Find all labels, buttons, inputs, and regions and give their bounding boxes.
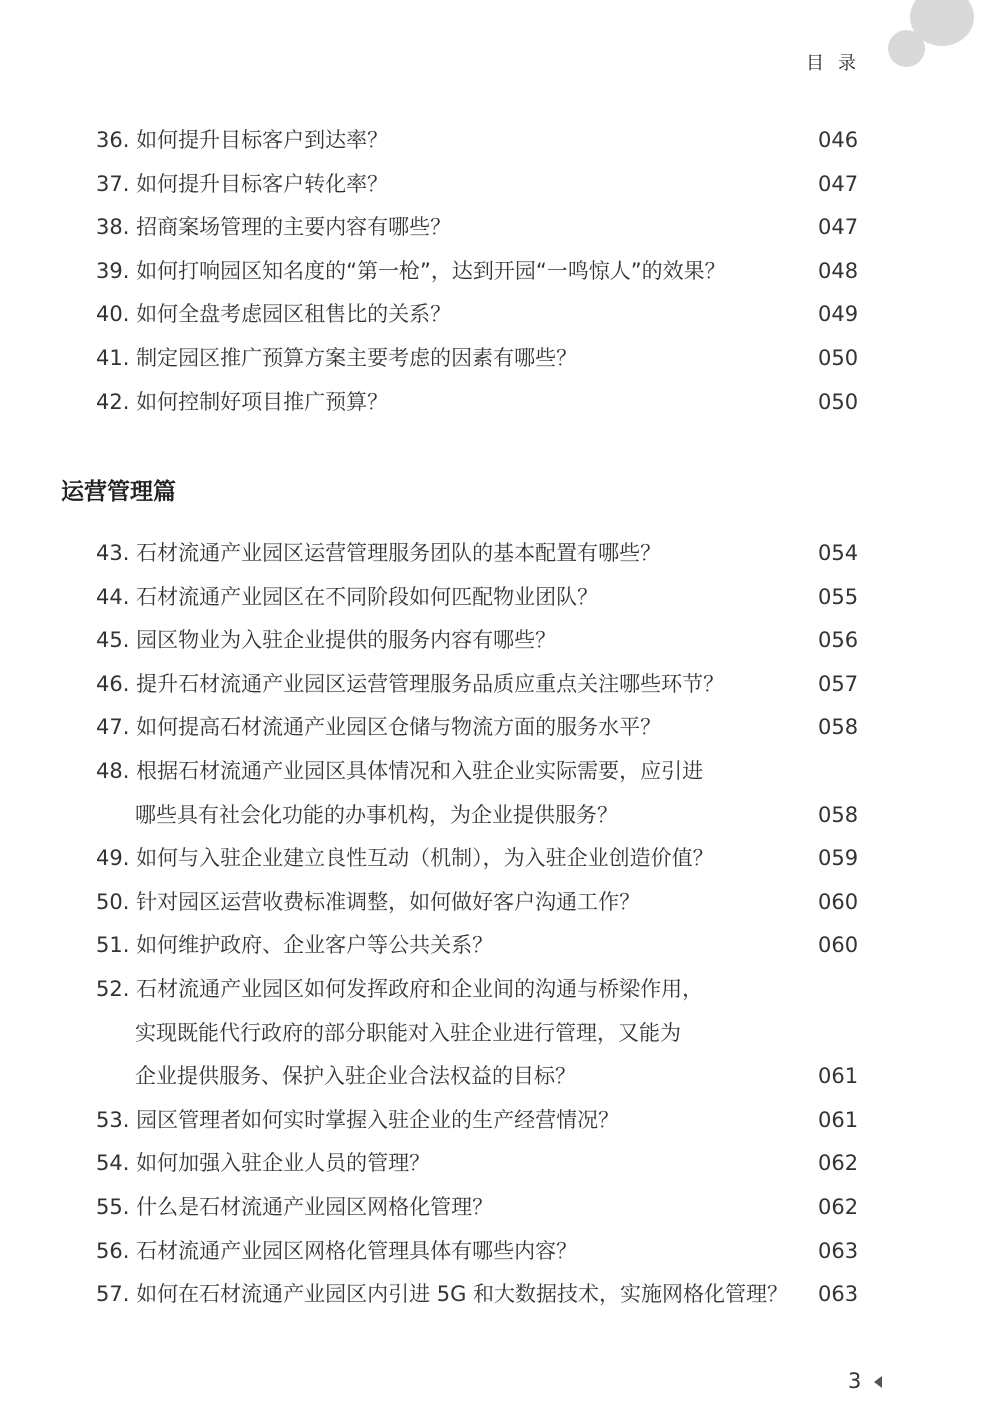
toc-entry[interactable] — [0, 837, 986, 881]
toc-entry-page: 058 — [818, 715, 859, 740]
toc-entry-title — [96, 163, 816, 207]
toc-entry-title — [96, 837, 816, 881]
toc-entry-page: 049 — [818, 302, 859, 327]
toc-entry-page: 047 — [818, 171, 859, 196]
toc-entry-page: 061 — [818, 1107, 859, 1132]
toc-entry-page: 055 — [818, 584, 859, 609]
toc-entry-line: 45. 园区物业为入驻企业提供的服务内容有哪些？ — [96, 628, 557, 653]
toc-entry-line: 41. 制定园区推广预算方案主要考虑的因素有哪些？ — [96, 345, 578, 370]
toc-entry-line: 55. 什么是石材流通产业园区网格化管理？ — [96, 1194, 494, 1219]
toc-list-marketing — [0, 119, 986, 424]
toc-entry-page: 062 — [818, 1151, 859, 1176]
toc-entry[interactable] — [0, 250, 986, 294]
toc-entry-page: 046 — [818, 128, 859, 152]
toc-entry[interactable] — [0, 337, 986, 381]
toc-entry-line: 47. 如何提高石材流通产业园区仓储与物流方面的服务水平？ — [96, 715, 662, 740]
toc-entry-page: 060 — [818, 933, 859, 958]
toc-entry-title — [96, 206, 816, 250]
toc-entry[interactable] — [0, 293, 986, 337]
toc-entry-title — [96, 337, 816, 381]
toc-entry-line: 49. 如何与入驻企业建立良性互动（机制），为入驻企业创造价值？ — [96, 846, 714, 871]
toc-entry[interactable] — [0, 1142, 986, 1186]
toc-entry[interactable] — [0, 1186, 986, 1230]
toc-entry-page: 048 — [818, 258, 859, 283]
decorative-circle-small — [888, 30, 925, 67]
toc-entry[interactable] — [0, 381, 986, 425]
toc-entry-line: 企业提供服务、保护入驻企业合法权益的目标？ — [135, 1064, 576, 1089]
toc-entry-title — [96, 968, 816, 1099]
toc-entry[interactable] — [0, 163, 986, 207]
toc-entry-line: 50. 针对园区运营收费标准调整，如何做好客户沟通工作？ — [96, 889, 641, 914]
toc-entry[interactable] — [0, 750, 986, 837]
toc-entry-page: 059 — [818, 846, 859, 871]
toc-list-operations — [0, 532, 986, 1317]
toc-entry-title — [96, 1230, 816, 1274]
toc-entry-title — [96, 381, 816, 425]
toc-entry-line: 43. 石材流通产业园区运营管理服务团队的基本配置有哪些？ — [96, 541, 662, 565]
toc-entry[interactable] — [0, 706, 986, 750]
toc-entry-title — [96, 1186, 816, 1230]
toc-entry-page: 050 — [818, 345, 859, 370]
toc-entry-line: 53. 园区管理者如何实时掌握入驻企业的生产经营情况？ — [96, 1107, 620, 1132]
toc-entry[interactable] — [0, 924, 986, 968]
page-number: 3 — [848, 1369, 862, 1393]
toc-entry-title — [96, 619, 816, 663]
toc-entry[interactable] — [0, 119, 986, 163]
toc-entry-line: 实现既能代行政府的部分职能对入驻企业进行管理，又能为 — [135, 1020, 681, 1045]
toc-entry-page: 057 — [818, 671, 859, 696]
toc-entry-line: 46. 提升石材流通产业园区运营管理服务品质应重点关注哪些环节？ — [96, 671, 725, 696]
toc-entry[interactable] — [0, 968, 986, 1099]
toc-entry-title — [96, 293, 816, 337]
toc-entry[interactable] — [0, 206, 986, 250]
toc-entry-page: 054 — [818, 541, 859, 565]
toc-entry-line: 42. 如何控制好项目推广预算？ — [96, 389, 389, 414]
toc-entry-title — [96, 1099, 816, 1143]
toc-entry[interactable] — [0, 1230, 986, 1274]
toc-entry-line: 36. 如何提升目标客户到达率？ — [96, 128, 389, 152]
toc-entry-title — [96, 706, 816, 750]
toc-entry-line: 38. 招商案场管理的主要内容有哪些？ — [96, 215, 452, 240]
toc-entry[interactable] — [0, 663, 986, 707]
toc-entry-page: 063 — [818, 1282, 859, 1307]
toc-entry[interactable] — [0, 1099, 986, 1143]
toc-entry-title — [96, 663, 816, 707]
toc-entry-page: 058 — [818, 802, 859, 827]
toc-entry-page: 056 — [818, 628, 859, 653]
toc-entry-page: 062 — [818, 1194, 859, 1219]
page-arrow-icon — [874, 1376, 882, 1388]
toc-entry-title — [96, 881, 816, 925]
toc-entry[interactable] — [0, 532, 986, 576]
toc-entry-line: 44. 石材流通产业园区在不同阶段如何匹配物业团队？ — [96, 584, 599, 609]
toc-entry-page: 061 — [818, 1064, 859, 1089]
toc-entry-title — [96, 119, 816, 163]
toc-entry-page: 060 — [818, 889, 859, 914]
toc-entry-title — [96, 576, 816, 620]
toc-entry-title — [96, 1273, 816, 1317]
toc-entry-line: 40. 如何全盘考虑园区租售比的关系？ — [96, 302, 452, 327]
toc-entry[interactable] — [0, 881, 986, 925]
section-title: 运营管理篇 — [61, 479, 176, 505]
toc-entry-title — [96, 250, 816, 294]
toc-entry-title — [96, 924, 816, 968]
toc-entry[interactable] — [0, 619, 986, 663]
toc-entry-line: 54. 如何加强入驻企业人员的管理？ — [96, 1151, 431, 1176]
toc-entry-line: 56. 石材流通产业园区网格化管理具体有哪些内容？ — [96, 1238, 578, 1263]
toc-entry-line: 52. 石材流通产业园区如何发挥政府和企业间的沟通与桥梁作用， — [96, 976, 704, 1001]
toc-entry-line: 51. 如何维护政府、企业客户等公共关系？ — [96, 933, 494, 958]
toc-entry-line: 哪些具有社会化功能的办事机构，为企业提供服务？ — [135, 802, 618, 827]
toc-entry-page: 050 — [818, 389, 859, 414]
toc-entry-title — [96, 750, 816, 837]
toc-entry-line: 39. 如何打响园区知名度的“第一枪”，达到开园“一鸣惊人”的效果？ — [96, 258, 726, 283]
toc-entry[interactable] — [0, 576, 986, 620]
toc-entry-title — [96, 1142, 816, 1186]
toc-entry-title — [96, 532, 816, 576]
page-header-title: 目录 — [806, 53, 870, 74]
toc-entry[interactable] — [0, 1273, 986, 1317]
toc-entry-page: 063 — [818, 1238, 859, 1263]
toc-entry-page: 047 — [818, 215, 859, 240]
toc-entry-line: 57. 如何在石材流通产业园区内引进 5G 和大数据技术，实施网格化管理？ — [96, 1282, 789, 1307]
toc-entry-line: 37. 如何提升目标客户转化率？ — [96, 171, 389, 196]
toc-entry-line: 48. 根据石材流通产业园区具体情况和入驻企业实际需要，应引进 — [96, 758, 704, 783]
